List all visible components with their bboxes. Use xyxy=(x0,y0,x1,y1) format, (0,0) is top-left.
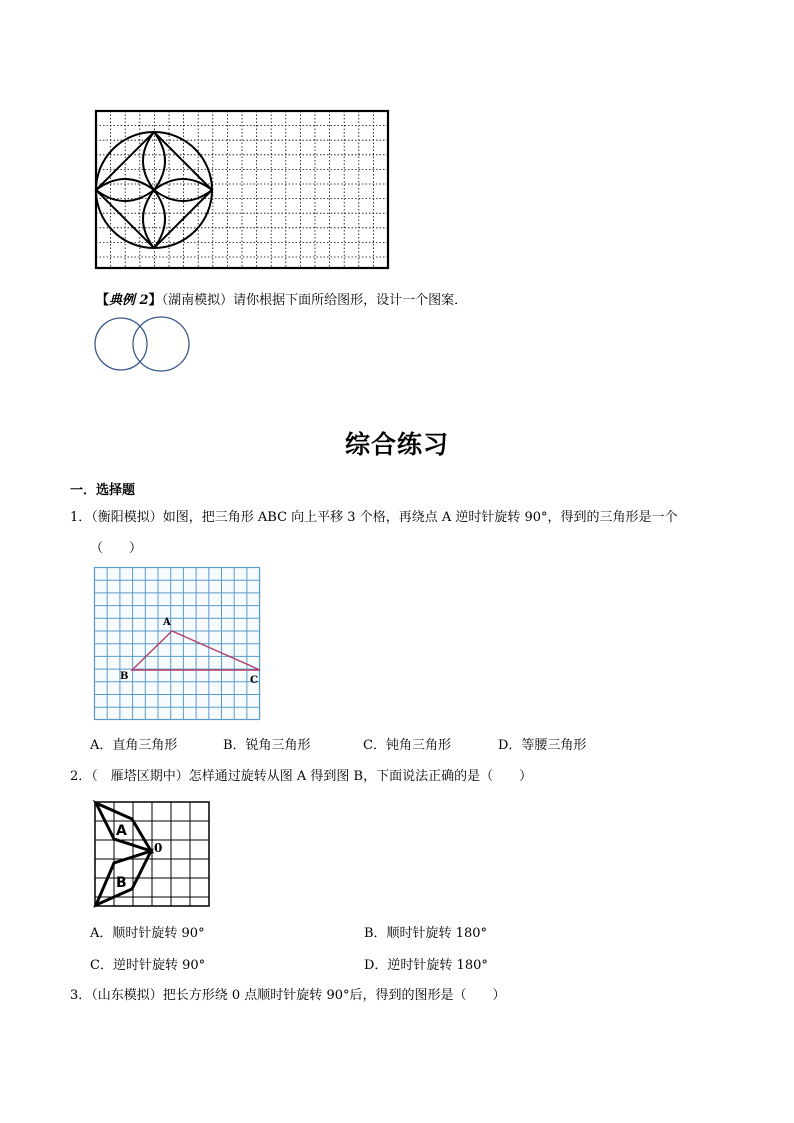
q1-grid-figure xyxy=(94,567,264,723)
q2-option-b[interactable]: B．顺时针旋转 180° xyxy=(364,926,487,941)
flower-design xyxy=(94,108,394,273)
label-shape-a: A xyxy=(116,823,127,839)
example-bracket-close: 】 xyxy=(148,293,162,308)
q2-option-d[interactable]: D．逆时针旋转 180° xyxy=(364,958,488,973)
section-heading: 一．选择题 xyxy=(70,483,136,498)
q1-option-a[interactable]: A．直角三角形 xyxy=(90,738,178,753)
right-circle xyxy=(133,317,189,371)
q1-text: 1．（衡阳模拟）如图，把三角形 ABC 向上平移 3 个格，再绕点 A 逆时针旋转 90°，得到的三角形是一个 xyxy=(70,510,678,525)
example-bracket-open: 【 xyxy=(96,293,110,308)
label-c: C xyxy=(250,675,258,686)
label-b: B xyxy=(120,671,129,682)
q1-option-c[interactable]: C．钝角三角形 xyxy=(363,738,451,753)
q1-option-b[interactable]: B．锐角三角形 xyxy=(223,738,311,753)
q3-text: 3．（山东模拟）把长方形绕 0 点顺时针旋转 90°后，得到的图形是（ ） xyxy=(70,988,506,1003)
q2-option-a[interactable]: A．顺时针旋转 90° xyxy=(90,926,205,941)
q2-grid-figure xyxy=(94,801,212,909)
two-circles-figure xyxy=(94,313,204,377)
label-point-o: 0 xyxy=(154,841,163,855)
example-text: （湖南模拟）请你根据下面所给图形，设计一个图案． xyxy=(161,293,468,308)
q2-text: 2．（ 雁塔区期中）怎样通过旋转从图 A 得到图 B，下面说法正确的是（ ） xyxy=(70,769,533,784)
label-a: A xyxy=(163,617,171,628)
example-2-line xyxy=(96,292,467,310)
q1-answer-bracket: （ ） xyxy=(90,541,143,556)
left-circle xyxy=(95,318,147,370)
q2-option-c[interactable]: C．逆时针旋转 90° xyxy=(90,958,206,973)
label-shape-b: B xyxy=(116,875,127,891)
example-tag: 典例 2 xyxy=(109,293,149,308)
q1-option-d[interactable]: D．等腰三角形 xyxy=(498,738,587,753)
page-title: 综合练习 xyxy=(344,430,449,459)
